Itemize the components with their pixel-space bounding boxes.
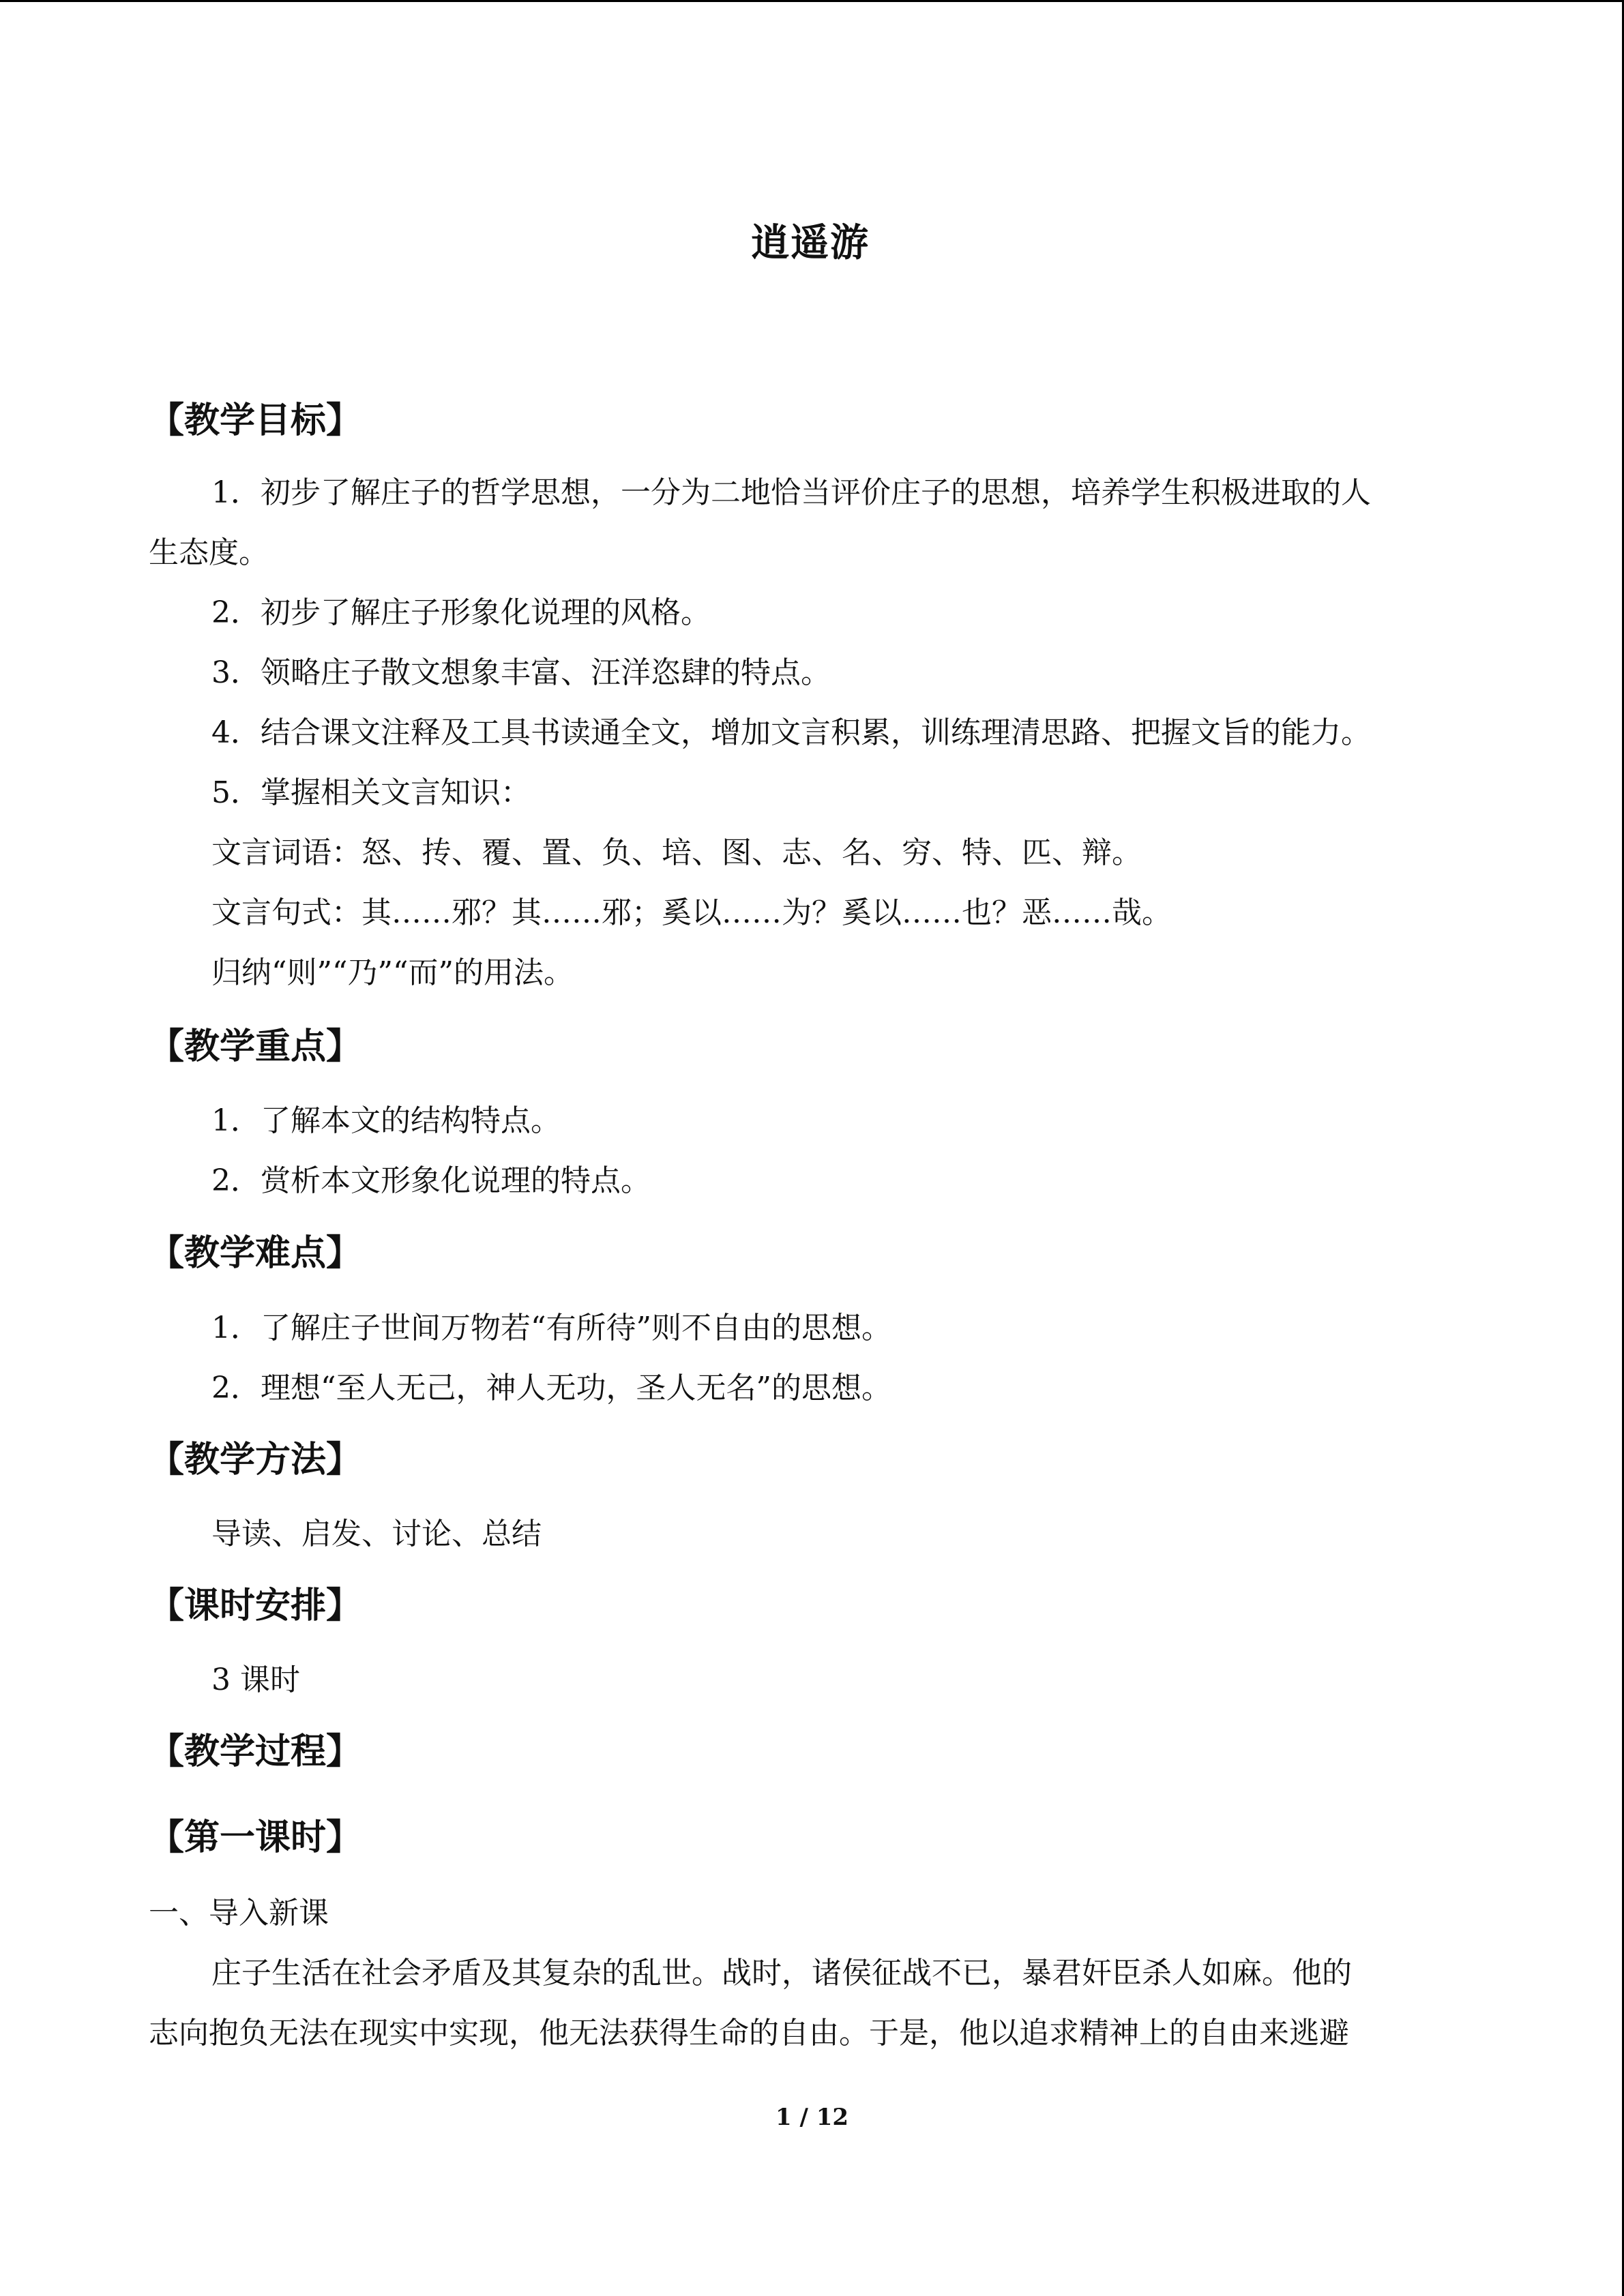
- objective-vocab: 文言词语：怒、抟、覆、置、负、培、图、志、名、穷、特、匹、辩。: [211, 835, 1142, 870]
- section-heading-first-lesson: 【第一课时】: [149, 1817, 362, 1858]
- section-heading-schedule: 【课时安排】: [149, 1585, 362, 1626]
- objective-item-3: 3．领略庄子散文想象丰富、汪洋恣肆的特点。: [211, 655, 831, 690]
- document-title: 逍遥游: [751, 220, 870, 265]
- section-heading-difficulties: 【教学难点】: [149, 1232, 362, 1274]
- section-heading-objectives: 【教学目标】: [149, 400, 362, 441]
- objective-item-2: 2．初步了解庄子形象化说理的风格。: [211, 595, 711, 630]
- key-point-item-2: 2．赏析本文形象化说理的特点。: [211, 1163, 651, 1198]
- section-heading-process: 【教学过程】: [149, 1731, 362, 1772]
- objective-item-1-line-2: 生态度。: [149, 535, 269, 570]
- objective-summary: 归纳“则”“乃”“而”的用法。: [211, 955, 574, 990]
- objective-item-1-line-1: 1．初步了解庄子的哲学思想，一分为二地恰当评价庄子的思想，培养学生积极进取的人: [211, 475, 1371, 510]
- first-lesson-subheading: 一、导入新课: [149, 1896, 329, 1930]
- page-number: 1 / 12: [775, 2104, 849, 2131]
- first-lesson-paragraph-line-1: 庄子生活在社会矛盾及其复杂的乱世。战时，诸侯征战不已，暴君奸臣杀人如麻。他的: [211, 1956, 1352, 1991]
- section-heading-key-points: 【教学重点】: [149, 1026, 362, 1067]
- key-point-item-1: 1．了解本文的结构特点。: [211, 1103, 561, 1138]
- objective-item-5: 5．掌握相关文言知识：: [211, 775, 531, 810]
- difficulty-item-1: 1．了解庄子世间万物若“有所待”则不自由的思想。: [211, 1311, 891, 1345]
- first-lesson-paragraph-line-2: 志向抱负无法在现实中实现，他无法获得生命的自由。于是，他以追求精神上的自由来逃避: [149, 2016, 1349, 2051]
- methods-text: 导读、启发、讨论、总结: [211, 1517, 542, 1551]
- objective-item-4: 4．结合课文注释及工具书读通全文，增加文言积累，训练理清思路、把握文旨的能力。: [211, 715, 1371, 750]
- schedule-text: 3 课时: [211, 1663, 300, 1697]
- difficulty-item-2: 2．理想“至人无己，神人无功，圣人无名”的思想。: [211, 1371, 891, 1405]
- section-heading-methods: 【教学方法】: [149, 1439, 362, 1480]
- objective-syntax: 文言句式：其……邪？其……邪；奚以……为？奚以……也？恶……哉。: [211, 895, 1172, 930]
